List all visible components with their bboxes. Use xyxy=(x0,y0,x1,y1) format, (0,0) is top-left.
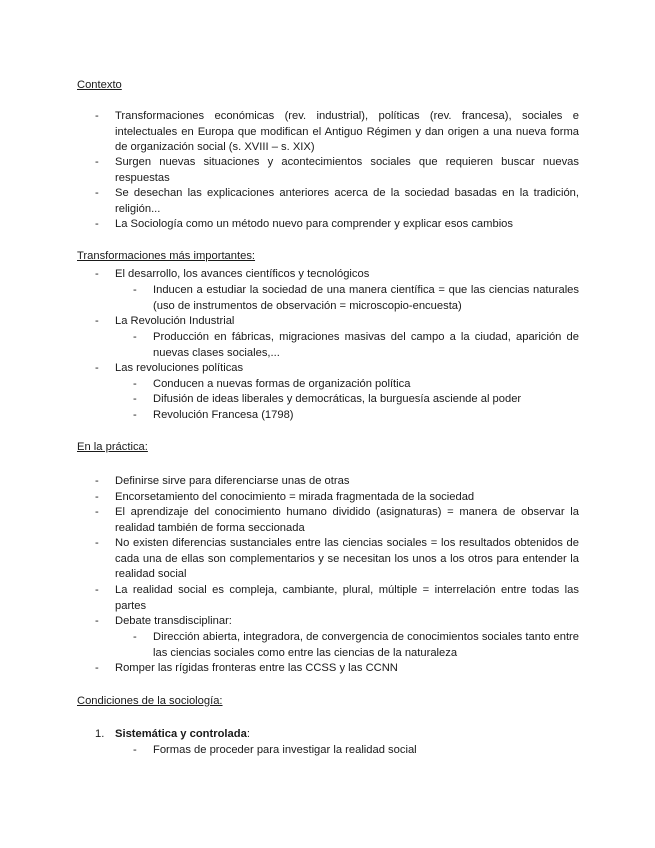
numbered-item-bold: Sistemática y controlada xyxy=(115,728,247,740)
list-item-text: La realidad social es compleja, cambiante, plural, múltiple = interrelación entre todas las partes xyxy=(115,584,579,612)
bullet-dash: - xyxy=(133,409,137,421)
bullet-dash: - xyxy=(95,662,99,674)
list-item-text: El desarrollo, los avances científicos y tecnológicos xyxy=(115,268,370,280)
sub-list-item-text: Formas de proceder para investigar la realidad social xyxy=(153,744,417,756)
sub-list-item-text: Dirección abierta, integradora, de convergencia de conocimientos sociales tanto entre las ciencias sociales como entre las ciencias de la naturaleza xyxy=(153,631,579,659)
list-item-text: Transformaciones económicas (rev. industrial), políticas (rev. francesa), sociales e intelectuales en Europa que modifican el Antiguo Régimen y dan origen a una nueva forma de organización social (s. XVIII – s. XIX) xyxy=(115,110,579,153)
numbered-item-text xyxy=(115,727,250,743)
bullet-dash: - xyxy=(133,331,137,343)
bullet-dash: - xyxy=(95,268,99,280)
section-heading-condiciones: Condiciones de la sociología: xyxy=(77,695,223,707)
section-heading-transformaciones: Transformaciones más importantes: xyxy=(77,250,256,262)
bullet-dash: - xyxy=(95,475,99,487)
bullet-dash: - xyxy=(133,744,137,756)
bullet-dash: - xyxy=(95,218,99,230)
bullet-dash: - xyxy=(95,315,99,327)
list-item-text: No existen diferencias sustanciales entre las ciencias sociales = los resultados obtenidos de cada una de ellas son complementarios y se necesitan los unos a los otros para entender la realidad social xyxy=(115,537,579,580)
list-number: 1. xyxy=(95,728,105,740)
sub-list-item-text: Conducen a nuevas formas de organización política xyxy=(153,378,411,390)
bullet-dash: - xyxy=(95,615,99,627)
list-item-text: Las revoluciones políticas xyxy=(115,362,244,374)
bullet-dash: - xyxy=(133,393,137,405)
list-item-text: Encorsetamiento del conocimiento = mirada fragmentada de la sociedad xyxy=(115,491,475,503)
sub-list-item-text: Inducen a estudiar la sociedad de una manera científica = que las ciencias naturales (uso de instrumentos de observación = microscopio-encuesta) xyxy=(153,284,579,312)
section-heading-practica: En la práctica: xyxy=(77,441,148,453)
bullet-dash: - xyxy=(95,110,99,122)
section-heading-contexto: Contexto xyxy=(77,79,122,91)
list-item-text: La Sociología como un método nuevo para comprender y explicar esos cambios xyxy=(115,218,513,230)
list-item-text: Romper las rígidas fronteras entre las CCSS y las CCNN xyxy=(115,662,398,674)
bullet-dash: - xyxy=(95,584,99,596)
list-item-text: Se desechan las explicaciones anteriores acerca de la sociedad basadas en la tradición, religión... xyxy=(115,187,579,215)
list-item-text: Definirse sirve para diferenciarse unas de otras xyxy=(115,475,350,487)
sub-list-item-text: Producción en fábricas, migraciones masivas del campo a la ciudad, aparición de nuevas clases sociales,... xyxy=(153,331,579,359)
bullet-dash: - xyxy=(95,362,99,374)
bullet-dash: - xyxy=(95,491,99,503)
bullet-dash: - xyxy=(133,631,137,643)
bullet-dash: - xyxy=(95,187,99,199)
bullet-dash: - xyxy=(95,537,99,549)
bullet-dash: - xyxy=(95,156,99,168)
bullet-dash: - xyxy=(133,284,137,296)
numbered-item-rest: : xyxy=(246,728,250,740)
list-item-text: La Revolución Industrial xyxy=(115,315,235,327)
list-item-text: El aprendizaje del conocimiento humano dividido (asignaturas) = manera de observar la realidad también de forma seccionada xyxy=(115,506,579,534)
bullet-dash: - xyxy=(133,378,137,390)
list-item-text: Surgen nuevas situaciones y acontecimientos sociales que requieren buscar nuevas respuestas xyxy=(115,156,579,184)
sub-list-item-text: Revolución Francesa (1798) xyxy=(153,409,294,421)
sub-list-item-text: Difusión de ideas liberales y democráticas, la burguesía asciende al poder xyxy=(153,393,522,405)
bullet-dash: - xyxy=(95,506,99,518)
list-item-text: Debate transdisciplinar: xyxy=(115,615,232,627)
